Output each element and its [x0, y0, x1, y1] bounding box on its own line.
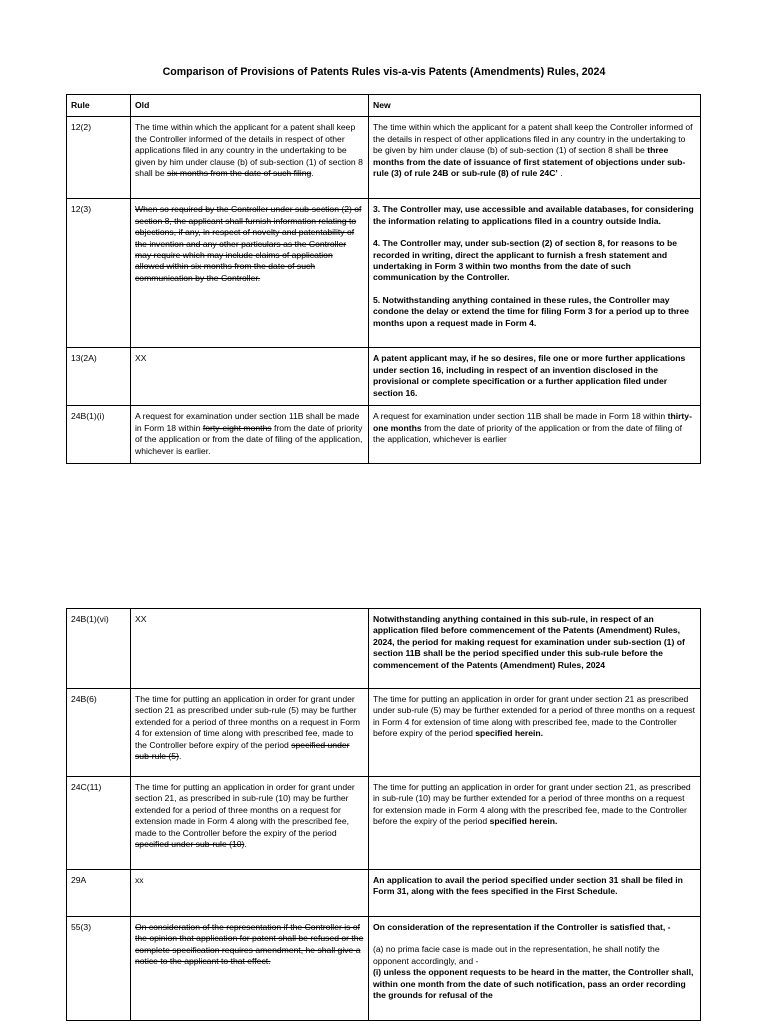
table-row	[67, 117, 701, 199]
rule-cell: 24B(6)	[67, 689, 131, 777]
old-text: .	[244, 839, 247, 850]
old-text: from the date of priority of the application or from the date of filing of the application, whichever is earlier.	[135, 422, 363, 456]
struck-text: When so required by the Controller under sub-section (2) of section 8, the applicant shall furnish information relating to objections, if any, in respect of novelty and patentability of the invention and any other particulars as the Controller may require which may include claims of application allowed within six months from the date of such communication by the Controller.	[135, 204, 362, 283]
comparison-table-1	[66, 94, 701, 464]
new-text: The time for putting an application in order for grant under section 21 as prescribed under sub-rule (5) may be further extended for a period of three months on a request in Form 4 for extension of time along with prescribed fee, made to the Controller before expiry of the period	[373, 694, 695, 739]
table-row	[67, 406, 701, 464]
rule-cell: 24C(11)	[67, 777, 131, 870]
new-cell	[369, 406, 701, 464]
header-old: Old	[131, 95, 369, 117]
new-cell: A patent applicant may, if he so desires, file one or more further applications under section 16, including in respect of an invention disclosed in the provisional or complete specification or a further application filed under section 16.	[369, 348, 701, 406]
old-text: The time for putting an application in order for grant under section 21, as prescribed in sub-rule (10) may be further extended for a period of three months on a request for extension made in Form 4 along with the prescribed fee, made to the Controller before the expiry of the period	[135, 782, 355, 838]
new-cell	[369, 917, 701, 1021]
new-paragraph: (i) unless the opponent requests to be heard in the matter, the Controller shall, within one month from the date of such notification, pass an order recording the grounds for refusal of the	[373, 967, 694, 1001]
new-paragraph: 3. The Controller may, use accessible and available databases, for considering the information relating to applications filed in a country outside India.	[373, 204, 694, 226]
table-row	[67, 348, 701, 406]
new-text: The time within which the applicant for a patent shall keep the Controller informed of the details in respect of other applications filed in any country in the undertaking to be given by him under clause (b) of sub-section (1) of section 8 shall be	[373, 122, 693, 156]
table-row	[67, 199, 701, 348]
old-text: The time within which the applicant for a patent shall keep the Controller informed of the details in respect of other applications filed in any country in the undertaking to be given by him under clause (b) of sub-section (1) of section 8 shall be	[135, 122, 363, 179]
new-paragraph: On consideration of the representation if the Controller is satisfied that, -	[373, 922, 671, 932]
table-row	[67, 609, 701, 689]
new-text: A request for examination under section 11B shall be made in Form 18 within	[373, 411, 668, 422]
old-cell	[131, 199, 369, 348]
old-text: .	[178, 751, 182, 762]
rule-cell: 55(3)	[67, 917, 131, 1021]
new-paragraph: 5. Notwithstanding anything contained in these rules, the Controller may condone the delay or extend the time for filing Form 3 for a period up to three months upon a request made in Form 4.	[373, 294, 690, 328]
struck-text: specified under sub-rule (10)	[135, 839, 245, 850]
new-paragraph: 4. The Controller may, under sub-section (2) of section 8, for reasons to be recorded in writing, direct the applicant to furnish a fresh statement and undertaking in Form 3 within two months from the date of such communication by the Controller.	[373, 238, 678, 283]
rule-cell: 29A	[67, 870, 131, 917]
table-row	[67, 870, 701, 917]
old-text: The time for putting an application in order for grant under section 21 as prescribed under sub-rule (5) may be further extended for a period of three months on a request in Form 4 for extension of time along with prescribed fee, made to the Controller before expiry of the period	[135, 694, 360, 750]
old-cell	[131, 117, 369, 199]
new-bold-text: thirty-one months	[373, 411, 692, 433]
new-cell: Notwithstanding anything contained in this sub-rule, in respect of an application filed before commencement of the Patents (Amendment) Rules, 2024, the period for making request for examination under sub-section (1) of section 11B shall be the period specified under this sub-rule before the commencement of the Patents (Amendment) Rules, 2024	[369, 609, 701, 689]
struck-text: six months from the date of such filing	[167, 168, 312, 179]
page-title: Comparison of Provisions of Patents Rules vis-a-vis Patents (Amendments) Rules, 2024	[162, 66, 606, 78]
header-new: New	[369, 95, 701, 117]
comparison-table-2	[66, 608, 701, 1021]
new-cell	[369, 117, 701, 199]
old-cell: xx	[131, 870, 369, 917]
old-text: .	[311, 168, 314, 179]
new-cell	[369, 777, 701, 870]
struck-text: specified under sub-rule (5)	[135, 739, 350, 762]
rule-cell: 24B(1)(i)	[67, 406, 131, 464]
table-row	[67, 777, 701, 870]
rule-cell: 24B(1)(vi)	[67, 609, 131, 689]
struck-text: forty-eight months	[202, 422, 272, 433]
new-text: The time for putting an application in order for grant under section 21, as prescribed in sub-rule (10) may be further extended for a period of three months on a request for extension made in Form 4 along with the prescribed fee, made to the Controller before the expiry of the period	[373, 782, 691, 827]
header-rule: Rule	[67, 95, 131, 117]
new-bold-text: three months from the date of issuance of first statement of objections under sub-rule (3) of rule 24B or sub-rule (8) of rule 24C’	[373, 145, 686, 179]
new-cell	[369, 689, 701, 777]
old-cell	[131, 406, 369, 464]
rule-cell: 12(2)	[67, 117, 131, 199]
rule-cell: 13(2A)	[67, 348, 131, 406]
old-cell	[131, 689, 369, 777]
table-row	[67, 917, 701, 1021]
new-cell	[369, 199, 701, 348]
old-cell: XX	[131, 348, 369, 406]
new-bold-text: specified herein.	[489, 816, 558, 827]
struck-text: On consideration of the representation if the Controller is of the opinion that application for patent shall be refused or the complete specification requires amendment, he shall give a notice to the applicant to that effect.	[135, 922, 364, 967]
old-cell: XX	[131, 609, 369, 689]
new-text: .	[557, 168, 563, 179]
old-cell	[131, 917, 369, 1021]
new-paragraph: (a) no prima facie case is made out in the representation, he shall notify the opponent accordingly, and -	[373, 944, 660, 966]
rule-cell: 12(3)	[67, 199, 131, 348]
old-cell	[131, 777, 369, 870]
new-text: from the date of priority of the application or from the date of filing of the application, whichever is earlier	[373, 422, 683, 445]
old-text: A request for examination under section 11B shall be made in Form 18 within	[135, 411, 360, 433]
new-bold-text: specified herein.	[475, 728, 544, 739]
new-cell: An application to avail the period specified under section 31 shall be filed in Form 31, along with the fees specified in the First Schedule.	[369, 870, 701, 917]
table-header-row	[67, 95, 701, 117]
table-row	[67, 689, 701, 777]
